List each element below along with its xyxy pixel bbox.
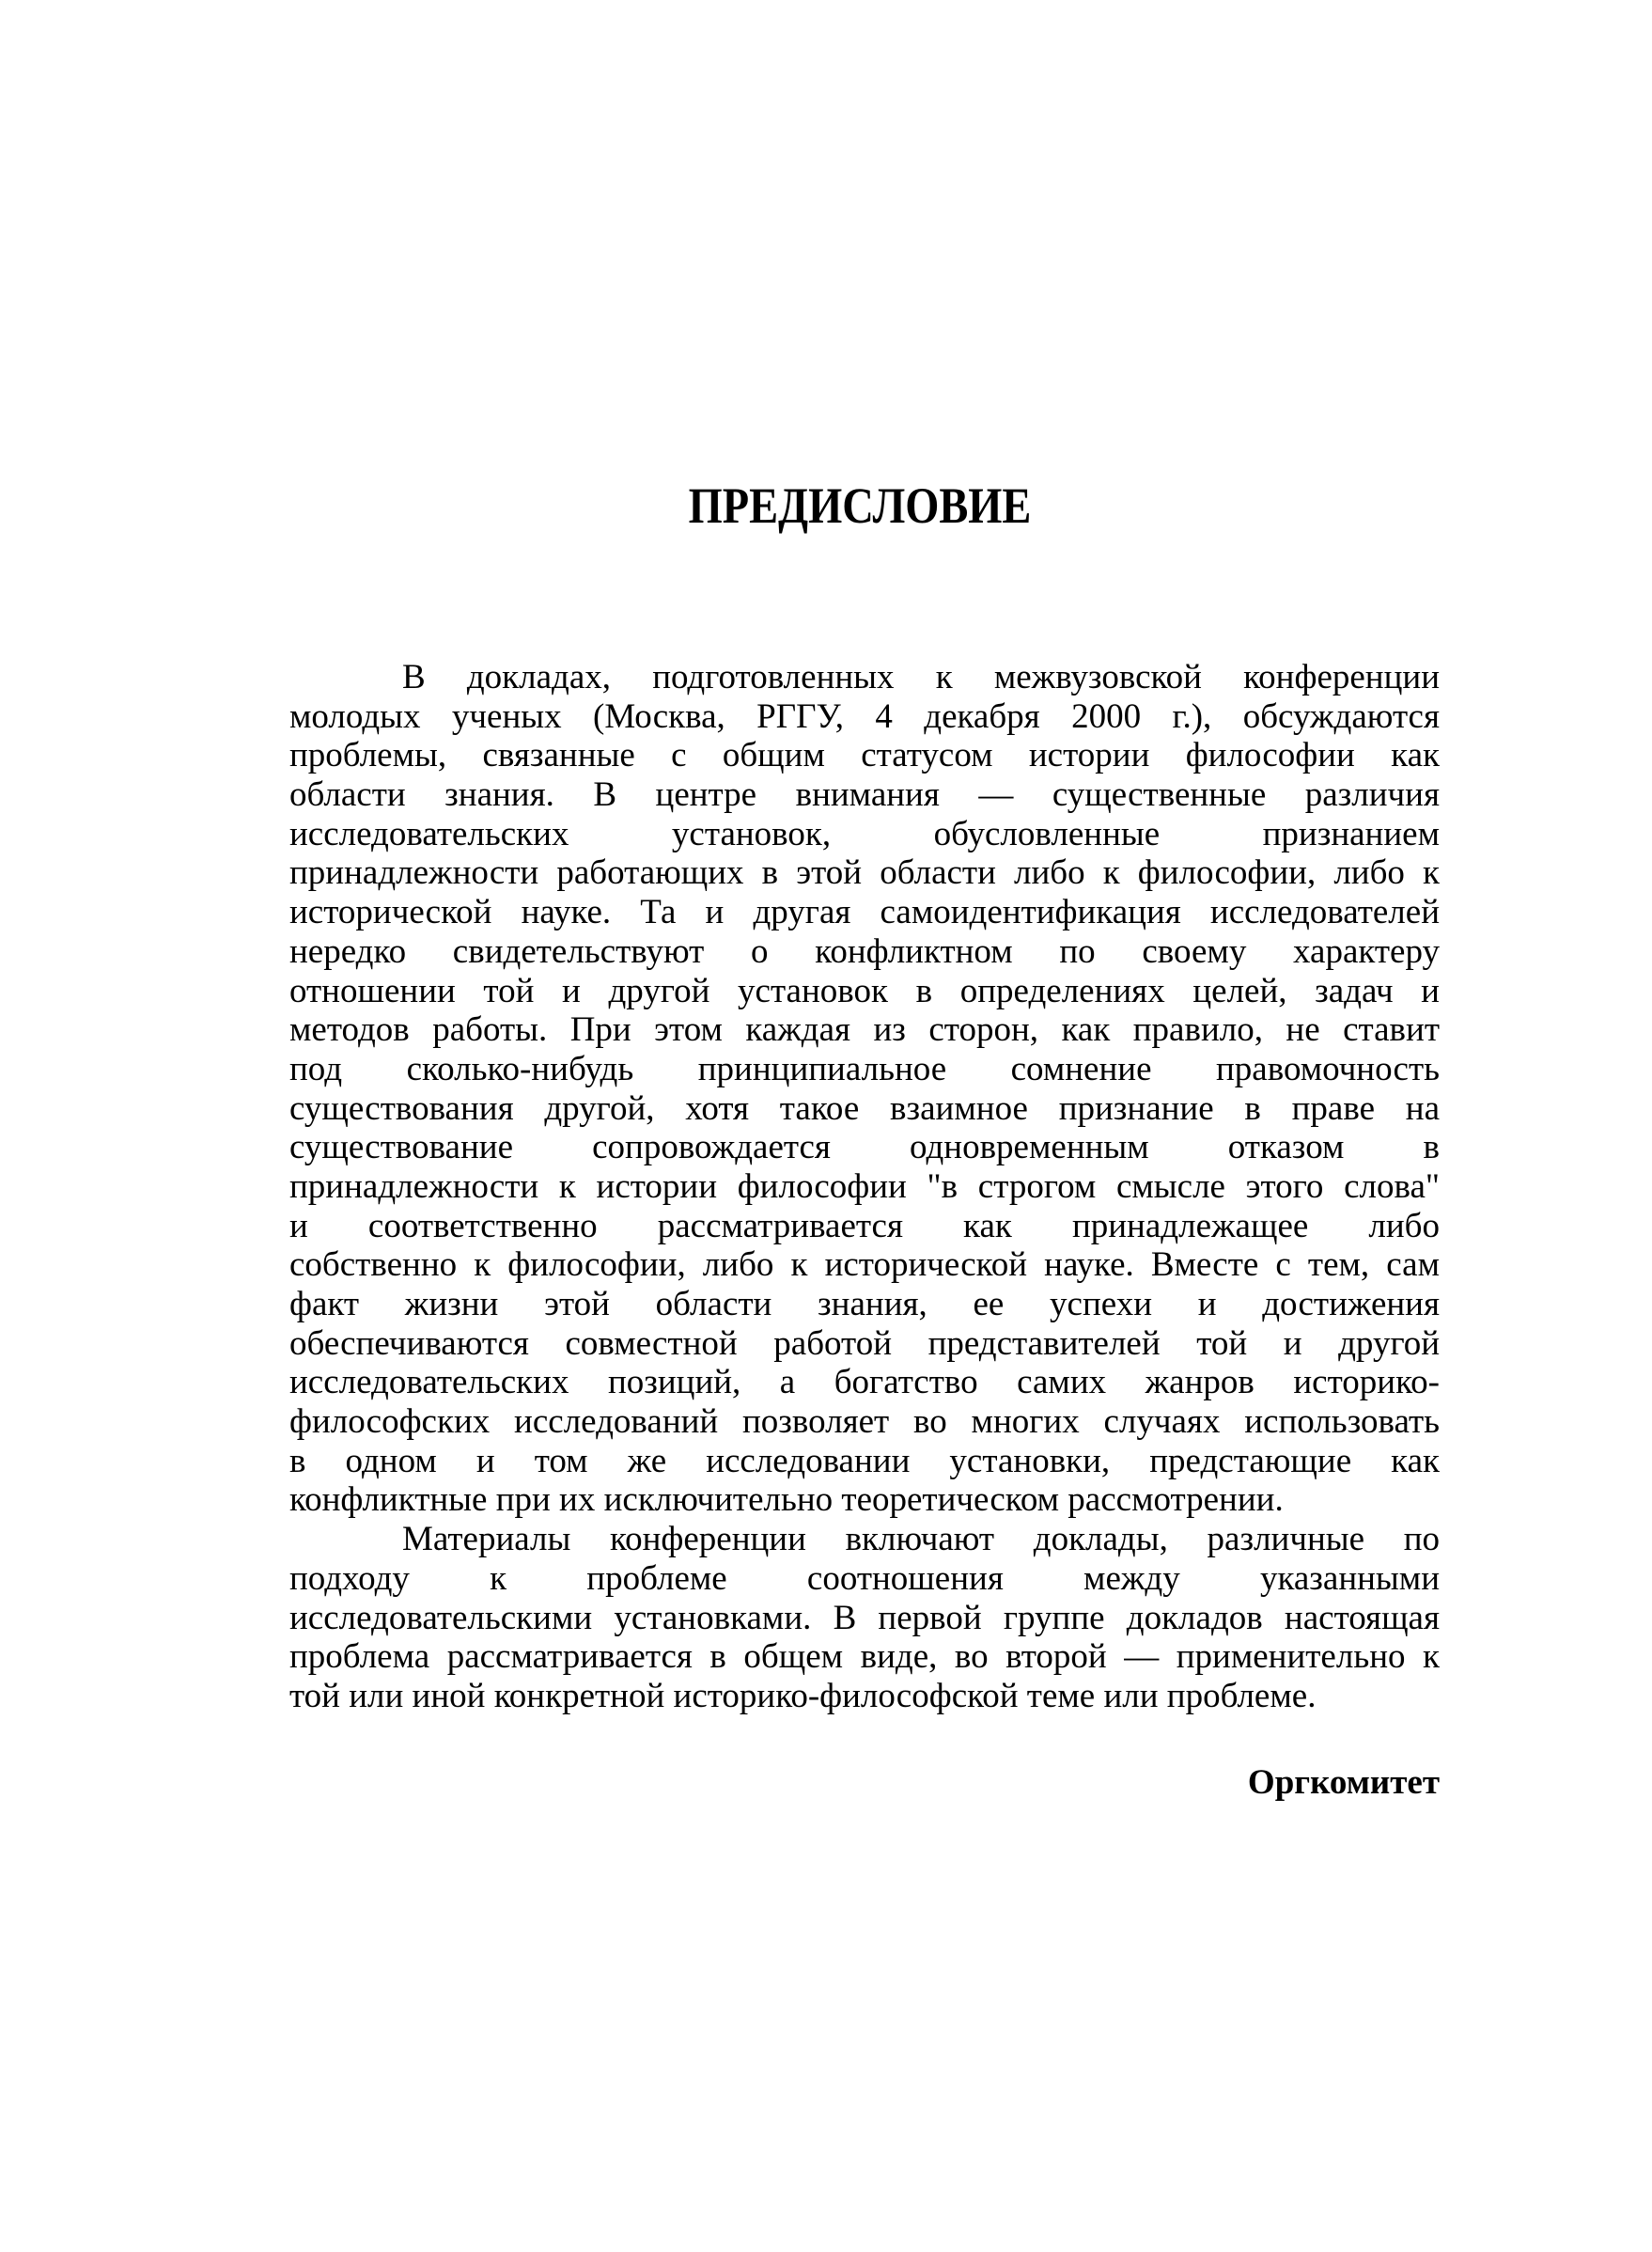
paragraph-1 (289, 658, 1440, 1520)
text-line: в одном и том же исследовании установки, предстающие как (289, 1441, 1440, 1480)
text-line: исследовательских позиций, а богатство самих жанров историко- (289, 1363, 1440, 1402)
text-line: методов работы. При этом каждая из сторон, как правило, не ставит (289, 1010, 1440, 1050)
text-line: обеспечиваются совместной работой представителей той и другой (289, 1323, 1440, 1363)
text-line: существование сопровождается одновременным отказом в (289, 1128, 1440, 1167)
text-line: собственно к философии, либо к исторической науке. Вместе с тем, сам (289, 1245, 1440, 1285)
text-line: принадлежности к истории философии "в строгом смысле этого слова" (289, 1166, 1440, 1206)
text-line: молодых ученых (Москва, РГГУ, 4 декабря 2000 г.), обсуждаются (289, 696, 1440, 736)
text-line: и соответственно рассматривается как принадлежащее либо (289, 1206, 1440, 1245)
text-line: проблема рассматривается в общем виде, во второй — применительно к (289, 1637, 1440, 1677)
page-title (0, 477, 1652, 534)
text-line: исследовательскими установками. В первой группе докладов настоящая (289, 1598, 1440, 1637)
text-line: той или иной конкретной историко-философской теме или проблеме. (289, 1676, 1317, 1715)
text-line: отношении той и другой установок в определениях целей, задач и (289, 971, 1440, 1010)
text-line: философских исследований позволяет во многих случаях использовать (289, 1402, 1440, 1442)
text-line: проблемы, связанные с общим статусом истории философии как (289, 736, 1440, 775)
text-line: существования другой, хотя такое взаимное признание в праве на (289, 1088, 1440, 1128)
preface-body (289, 658, 1440, 1716)
paragraph-2 (289, 1520, 1440, 1715)
text-line: принадлежности работающих в этой области либо к философии, либо к (289, 853, 1440, 893)
text-line: В докладах, подготовленных к межвузовской конференции (402, 658, 1440, 696)
text-line: факт жизни этой области знания, ее успехи и достижения (289, 1285, 1440, 1323)
text-line: конфликтные при их исключительно теоретическом рассмотрении. (289, 1480, 1284, 1520)
text-line: исторической науке. Та и другая самоидентификация исследователей (289, 893, 1440, 932)
text-line: исследовательских установок, обусловленные признанием (289, 814, 1440, 853)
page-title-text: ПРЕДИСЛОВИЕ (688, 477, 1032, 534)
text-line: под сколько-нибудь принципиальное сомнение правомочность (289, 1049, 1440, 1088)
signature: Оргкомитет (1247, 1763, 1440, 1802)
text-line: нередко свидетельствуют о конфликтном по своему характеру (289, 931, 1440, 971)
text-line: Материалы конференции включают доклады, различные по (402, 1520, 1440, 1559)
text-line: подходу к проблеме соотношения между указанными (289, 1558, 1440, 1598)
text-line: области знания. В центре внимания — существенные различия (289, 775, 1440, 815)
